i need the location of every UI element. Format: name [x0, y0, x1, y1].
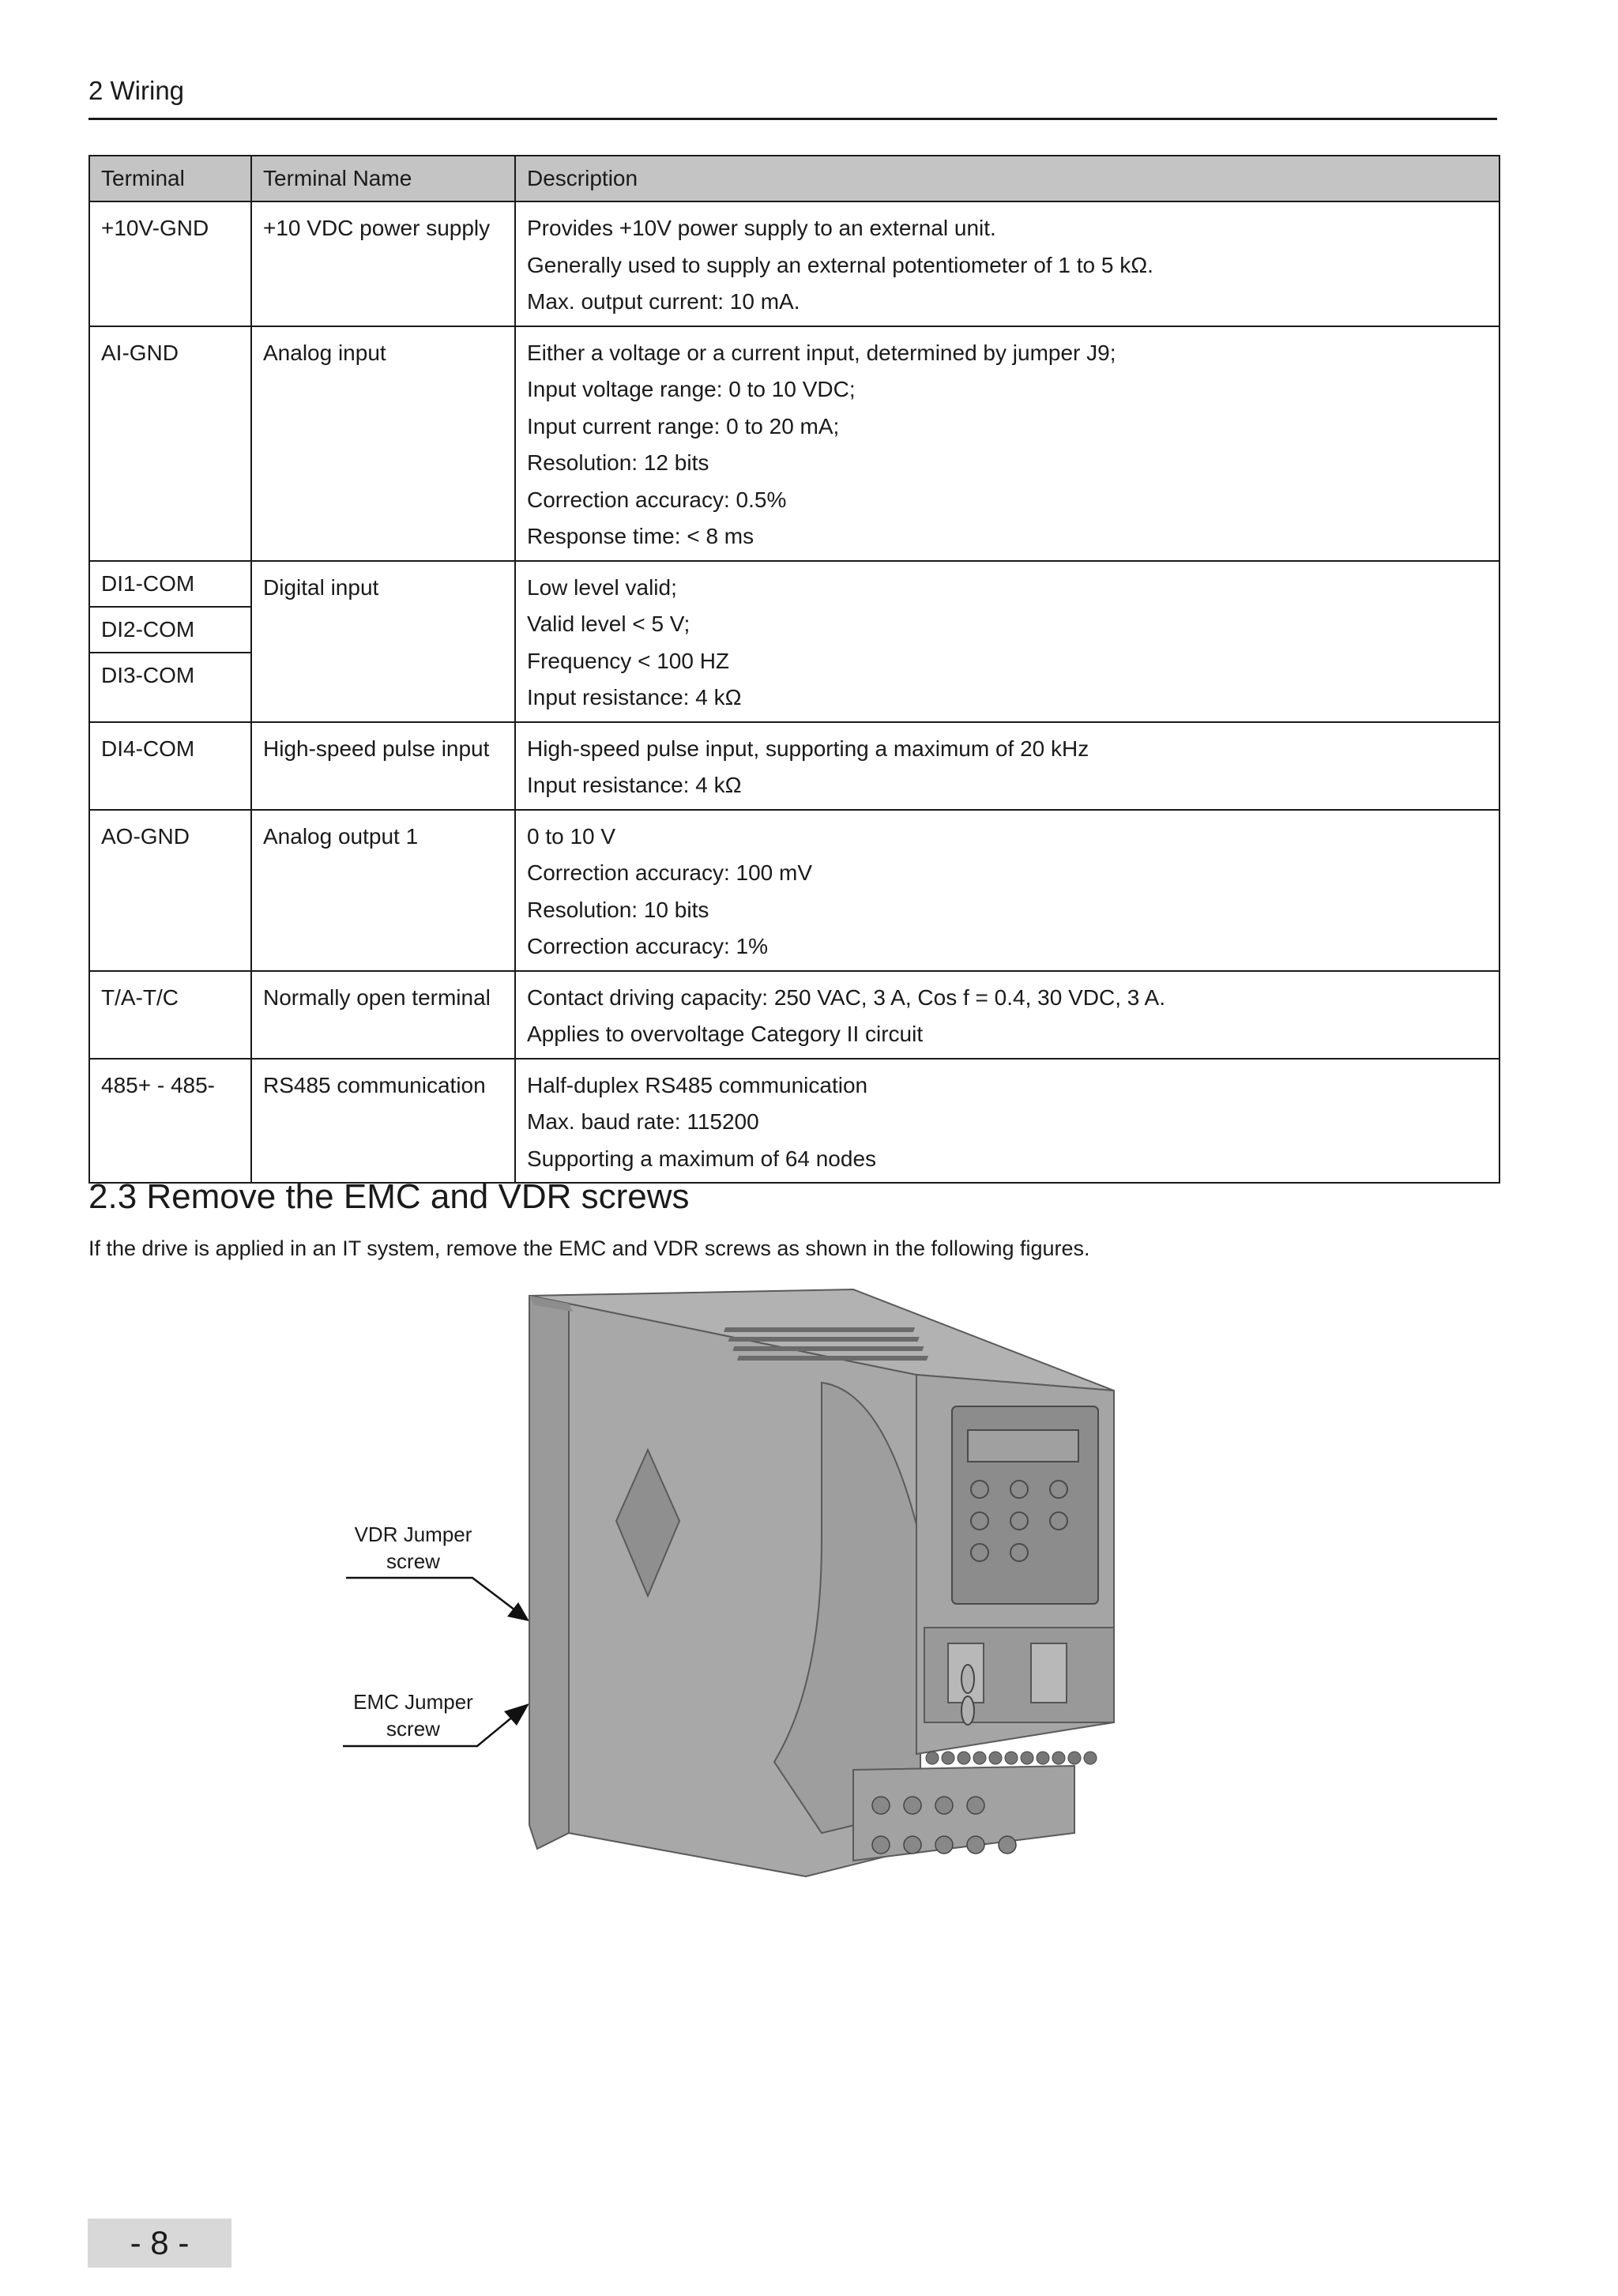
terminal-cell: +10V-GND: [89, 201, 251, 326]
table-row: [89, 722, 1499, 810]
column-header: Terminal: [89, 156, 251, 201]
description-line: Frequency < 100 HZ: [527, 648, 730, 673]
description-line: Correction accuracy: 1%: [527, 934, 769, 958]
description-line: 0 to 10 V: [527, 823, 616, 849]
terminal-name-cell: Analog output 1: [251, 810, 515, 971]
terminal-cell: 485+ - 485-: [89, 1059, 251, 1184]
column-header: Description: [515, 156, 1499, 201]
terminal-name-cell: RS485 communication: [251, 1059, 515, 1184]
terminal-name-cell: Normally open terminal: [251, 971, 515, 1059]
description-line: Input resistance: 4 kΩ: [527, 685, 742, 710]
table-header-row: [89, 156, 1499, 201]
description-line: Input current range: 0 to 20 mA;: [527, 413, 840, 438]
description-cell: [515, 810, 1499, 971]
terminal-cell: DI4-COM: [89, 722, 251, 810]
terminal-subcell: DI2-COM: [90, 608, 250, 653]
section-intro: If the drive is applied in an IT system, remove the EMC and VDR screws as shown in the following figures.: [88, 1236, 1090, 1260]
description-cell: [515, 971, 1499, 1059]
terminal-subcell: DI1-COM: [90, 562, 250, 608]
vdr-leader: [346, 1578, 529, 1621]
section-title: 2.3 Remove the EMC and VDR screws: [88, 1177, 690, 1216]
terminal-cell: AO-GND: [89, 810, 251, 971]
description-cell: [515, 201, 1499, 326]
description-line: Correction accuracy: 100 mV: [527, 860, 813, 885]
table-row: [89, 561, 1499, 722]
keypad-illustration: [952, 1406, 1098, 1604]
terminal-table: [88, 155, 1500, 1184]
description-cell: [515, 722, 1499, 810]
terminal-name-cell: Analog input: [251, 326, 515, 561]
emc-callout-label: EMC Jumper screw: [353, 1690, 473, 1741]
terminal-name-cell: Digital input: [251, 561, 515, 722]
description-cell: [515, 326, 1499, 561]
terminal-subcell: DI3-COM: [101, 662, 195, 687]
terminal-name-cell: High-speed pulse input: [251, 722, 515, 810]
description-line: Correction accuracy: 0.5%: [527, 487, 787, 512]
description-line: High-speed pulse input, supporting a maximum of 20 kHz: [527, 736, 1089, 761]
table-row: [89, 810, 1499, 971]
terminal-cell: [89, 561, 251, 722]
table-row: [89, 326, 1499, 561]
description-line: Input voltage range: 0 to 10 VDC;: [527, 377, 856, 401]
description-line: Provides +10V power supply to an external unit.: [527, 216, 996, 240]
description-cell: [515, 1059, 1499, 1184]
description-line: Response time: < 8 ms: [527, 524, 754, 548]
description-line: Resolution: 10 bits: [527, 897, 709, 922]
vdr-callout-label: VDR Jumper screw: [354, 1523, 472, 1573]
description-cell: [515, 561, 1499, 722]
description-line: Applies to overvoltage Category II circuit: [527, 1022, 924, 1046]
description-line: Valid level < 5 V;: [527, 612, 690, 636]
terminal-cell: AI-GND: [89, 326, 251, 561]
header-rule: [88, 118, 1497, 120]
page-header: 2 Wiring: [88, 76, 185, 105]
description-line: Either a voltage or a current input, determined by jumper J9;: [527, 340, 1116, 365]
table-row: [89, 971, 1499, 1059]
page-number: - 8 -: [88, 2219, 231, 2268]
description-line: Contact driving capacity: 250 VAC, 3 A, Cos f = 0.4, 30 VDC, 3 A.: [527, 984, 1166, 1010]
description-line: Generally used to supply an external potentiometer of 1 to 5 kΩ.: [527, 252, 1153, 277]
description-line: Input resistance: 4 kΩ: [527, 773, 742, 797]
terminal-name-cell: +10 VDC power supply: [251, 201, 515, 326]
description-line: Half-duplex RS485 communication: [527, 1072, 868, 1097]
terminal-cell: T/A-T/C: [89, 971, 251, 1059]
description-line: Max. baud rate: 115200: [527, 1109, 759, 1134]
table-row: [89, 1059, 1499, 1184]
drive-illustration: [300, 1280, 1296, 1880]
description-line: Low level valid;: [527, 574, 677, 600]
description-line: Supporting a maximum of 64 nodes: [527, 1146, 877, 1171]
description-line: Resolution: 12 bits: [527, 450, 709, 475]
drive-body: [529, 1289, 1114, 1876]
column-header: Terminal Name: [251, 156, 515, 201]
description-line: Max. output current: 10 mA.: [527, 289, 800, 314]
drive-figure: [300, 1280, 1296, 1880]
table-row: [89, 201, 1499, 326]
